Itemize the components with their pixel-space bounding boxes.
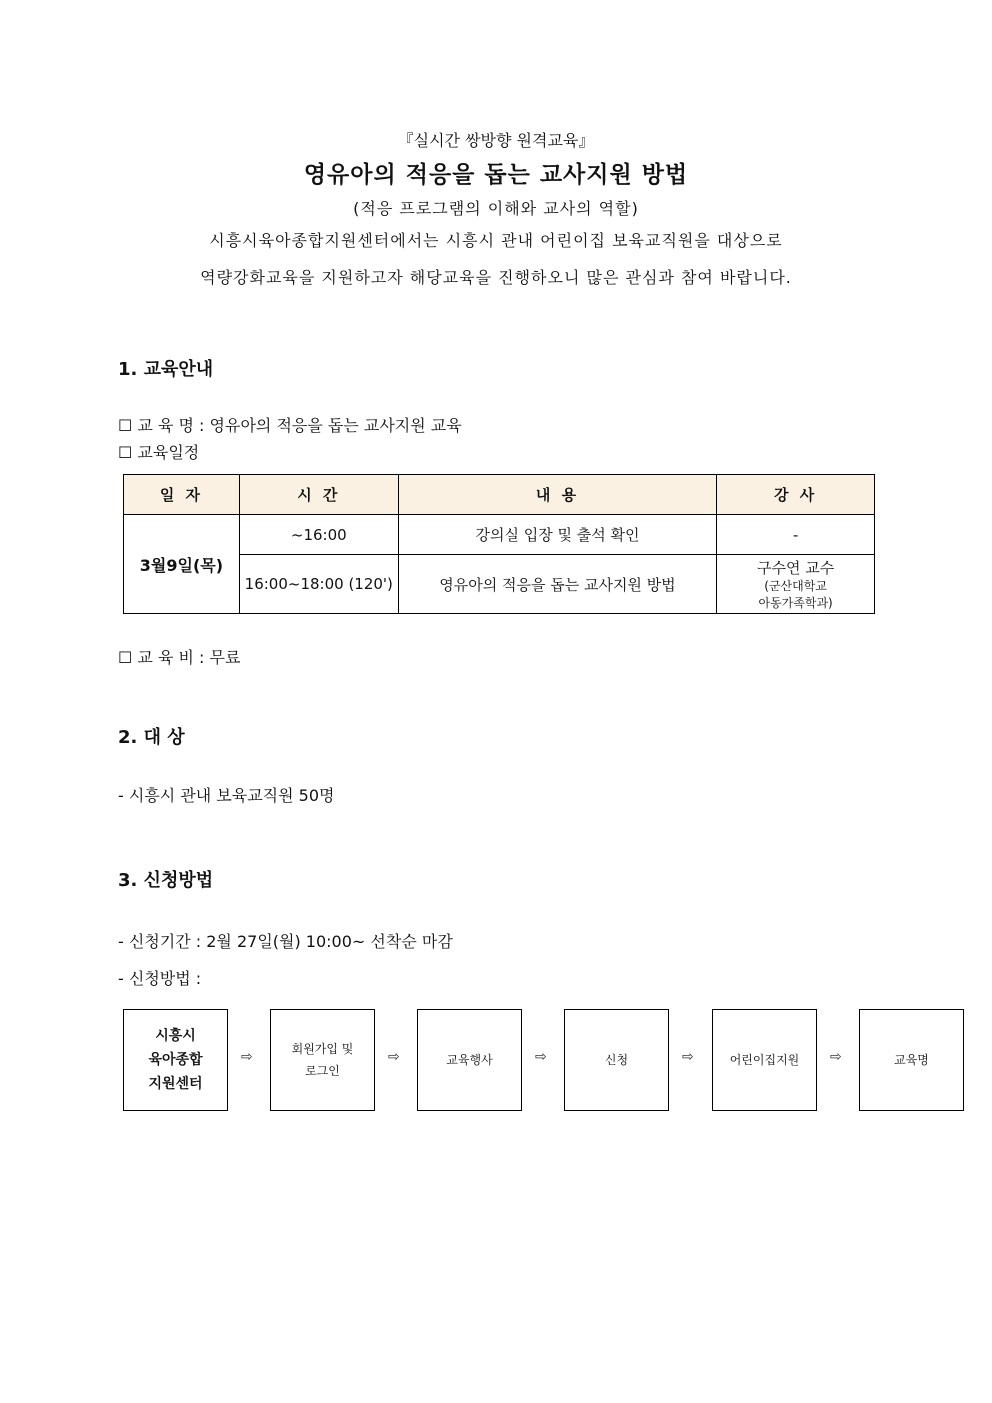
- content-cell: 영유아의 적응을 돕는 교사지원 방법: [398, 555, 716, 614]
- flow-step-text: 신청: [604, 1053, 629, 1067]
- instructor-affiliation-2: 아동가족학과): [758, 595, 833, 610]
- flow-step-text: 교육명: [894, 1053, 929, 1067]
- program-type: 『실시간 쌍방향 원격교육』: [397, 131, 595, 150]
- header-content: 내 용: [398, 475, 716, 515]
- arrow-right-icon: ⇨: [388, 1049, 400, 1065]
- header-date: 일 자: [124, 475, 240, 515]
- flow-step-text: 교육행사: [446, 1053, 493, 1067]
- application-method-label: - 신청방법 :: [118, 969, 202, 988]
- fee-line: ☐ 교 육 비 : 무료: [118, 648, 241, 667]
- course-name-line: ☐ 교 육 명 : 영유아의 적응을 돕는 교사지원 교육: [118, 416, 462, 435]
- time-cell: ~16:00: [239, 515, 398, 555]
- flow-step-daycare-support: [712, 1009, 817, 1111]
- flow-step-course-name: [859, 1009, 964, 1111]
- arrow-right-icon: ⇨: [830, 1049, 842, 1065]
- schedule-label: ☐ 교육일정: [118, 443, 200, 462]
- intro-line-2: 역량강화교육을 지원하고자 해당교육을 진행하오니 많은 관심과 참여 바랍니다.: [200, 268, 792, 287]
- date-cell: 3월9일(목): [124, 515, 240, 614]
- header-time: 시 간: [239, 475, 398, 515]
- instructor-affiliation-1: (군산대학교: [764, 578, 827, 593]
- flow-step-text: 회원가입 및: [291, 1042, 354, 1056]
- section-3-heading: 3. 신청방법: [118, 870, 214, 891]
- flow-step-text: 지원센터: [148, 1076, 203, 1092]
- section-2-heading: 2. 대 상: [118, 727, 185, 748]
- flow-step-text: 시흥시: [155, 1028, 196, 1044]
- flow-step-center: [123, 1009, 228, 1111]
- section-1-heading: 1. 교육안내: [118, 359, 214, 380]
- flow-step-text: 로그인: [305, 1064, 340, 1078]
- instructor-cell: [717, 555, 875, 614]
- instructor-name: 구수연 교수: [757, 558, 835, 577]
- flow-step-login: [270, 1009, 375, 1111]
- flow-step-text: 어린이집지원: [729, 1053, 800, 1067]
- application-period: - 신청기간 : 2월 27일(월) 10:00~ 선착순 마감: [118, 932, 453, 951]
- header-instructor: 강 사: [717, 475, 875, 515]
- target-line: - 시흥시 관내 보육교직원 50명: [118, 786, 335, 805]
- flow-step-text: 육아종합: [148, 1052, 203, 1068]
- schedule-table: [123, 474, 875, 614]
- arrow-right-icon: ⇨: [241, 1049, 253, 1065]
- document-subtitle: (적응 프로그램의 이해와 교사의 역할): [353, 199, 639, 218]
- table-row: [124, 515, 875, 555]
- time-cell: 16:00~18:00 (120'): [239, 555, 398, 614]
- arrow-right-icon: ⇨: [682, 1049, 694, 1065]
- arrow-right-icon: ⇨: [535, 1049, 547, 1065]
- table-header-row: [124, 475, 875, 515]
- content-cell: 강의실 입장 및 출석 확인: [398, 515, 716, 555]
- intro-line-1: 시흥시육아종합지원센터에서는 시흥시 관내 어린이집 보육교직원을 대상으로: [209, 231, 783, 250]
- flow-step-apply: [564, 1009, 669, 1111]
- instructor-cell: -: [717, 515, 875, 555]
- flow-step-events: [417, 1009, 522, 1111]
- document-title: 영유아의 적응을 돕는 교사지원 방법: [303, 162, 689, 188]
